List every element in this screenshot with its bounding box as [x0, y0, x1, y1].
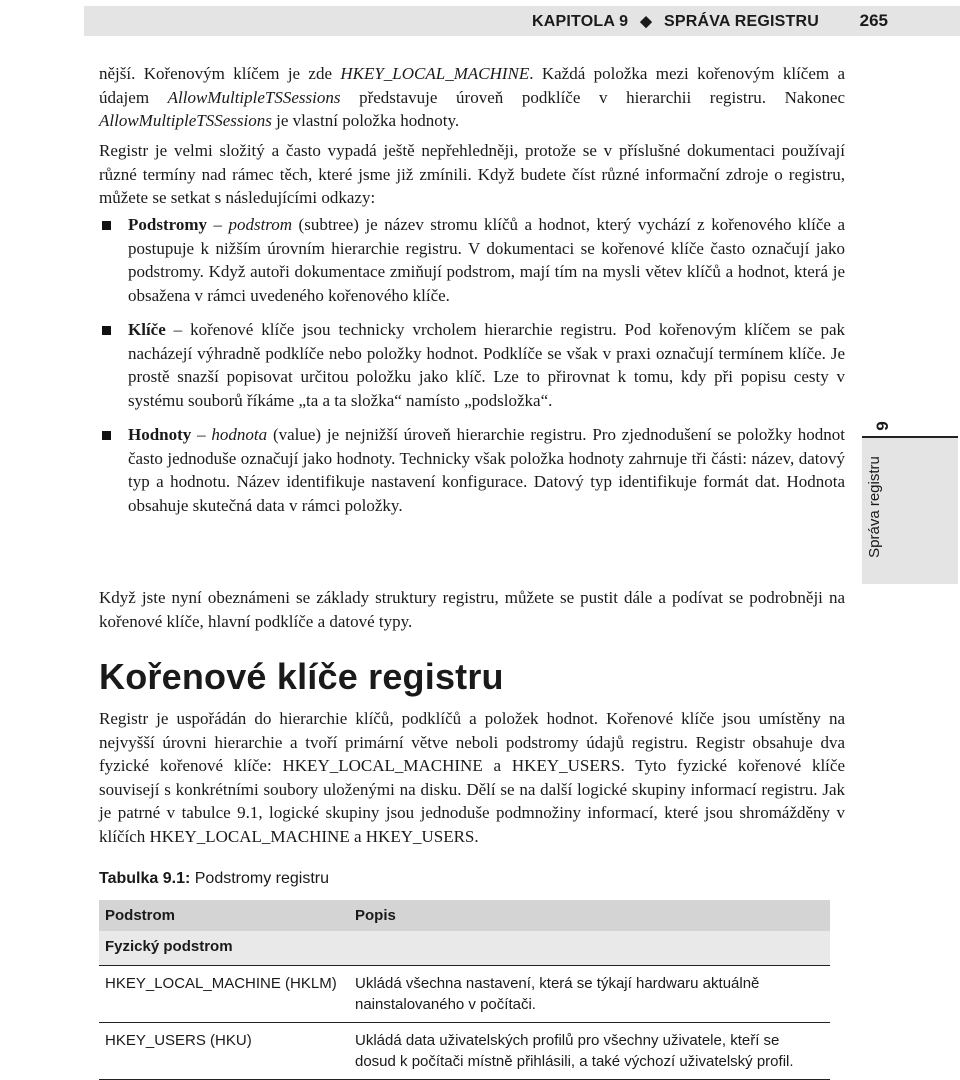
section-body: Registr je uspořádán do hierarchie klíčů, podklíčů a položek hodnot. Kořenové klíče jsou umístěny na nejvyšší úrovni hierarchie a tvoří primární větve neboli podstromy údajů registru. Registr obsahuje dva fyzické kořenové klíče: HKEY_LOCAL_MACHINE a HKEY_USERS. Tyto fyzické kořenové klíče souvisejí s konkrétními soubory uloženými na disku. Dělí se na další logické skupiny informací registru. Jak je patrné v tabulce 9.1, logické skupiny jsou jednoduše podmnožiny informací, které jsou shromážděny v klíčích HKEY_LOCAL_MACHINE a HKEY_USERS.: [99, 709, 845, 846]
italic-term: AllowMultipleTSSessions: [167, 87, 341, 107]
section-heading: Kořenové klíče registru: [99, 656, 504, 697]
list-item-italic-term: podstrom: [228, 215, 293, 234]
table-caption: [99, 870, 329, 888]
list-item-term: Podstromy: [128, 215, 208, 234]
intro-paragraph-1: [99, 62, 845, 133]
bullet-square-icon: [102, 326, 111, 335]
text-run: nější. Kořenovým klíčem je zde: [99, 64, 341, 83]
list-item-term: Hodnoty: [128, 425, 192, 444]
list-item-values: [128, 423, 845, 517]
column-header-subtree: Podstrom: [99, 900, 349, 931]
bullet-square-icon: [102, 221, 111, 230]
table-row: [99, 1023, 830, 1080]
intro-paragraph-2: Registr je velmi složitý a často vypadá ještě nepřehledněji, protože se v příslušné dokumentaci používají různé termíny nad rámec těch, které jsme již zmínili. Když budete číst různé informační zdroje o registru, můžete se setkat s následujícími odkazy:: [99, 141, 845, 207]
column-header-description: Popis: [349, 900, 830, 931]
group-label: Fyzický podstrom: [99, 931, 349, 966]
running-head-title: [532, 12, 819, 31]
list-item-dash: –: [207, 215, 229, 234]
thumb-tab-number: 9: [873, 421, 892, 431]
table-caption-label: Tabulka 9.1:: [99, 870, 191, 887]
bullet-square-icon: [102, 431, 111, 440]
list-item-dash: –: [165, 320, 191, 339]
italic-term: HKEY_LOCAL_MACHINE: [340, 64, 530, 83]
cell-subtree: HKEY_LOCAL_MACHINE (HKLM): [99, 966, 349, 1023]
text-run: . Každá položka mezi kořenovým klíčem a údajem: [99, 64, 846, 107]
list-item-subtrees: [128, 213, 845, 307]
table-group-row: [99, 931, 830, 966]
list-item-text: (value) je nejnižší úroveň hierarchie registru. Pro zjednodušení se položky hodnot často jednoduše označují jako hodnoty. Technicky však položka hodnoty zahrnuje tři části: název, datový typ a hodnotu. Název identifikuje nastavení konfigurace. Datový typ identifikuje formát dat. Hodnota obsahuje skutečná data v rámci položky.: [128, 425, 846, 515]
list-item-text: (subtree) je název stromu klíčů a hodnot, který vychází z kořenového klíče a postupuje k nižším úrovním hierarchie registru. V dokumentaci se kořenové klíče často označují jako podstromy. Když autoři dokumentace zmiňují podstrom, mají tím na mysli větev klíčů a hodnot, která je obsažena v rámci uvedeného kořenového klíče.: [128, 215, 845, 305]
chapter-label: KAPITOLA 9: [532, 13, 629, 30]
definition-list: [128, 213, 845, 528]
table-caption-text: Podstromy registru: [190, 870, 330, 887]
text-run: je vlastní položka hodnoty.: [271, 111, 460, 130]
transition-paragraph: Když jste nyní obeznámeni se základy struktury registru, můžete se pustit dále a podívat se podrobněji na kořenové klíče, hlavní podklíče a datové typy.: [99, 588, 845, 631]
group-empty-cell: [349, 931, 830, 966]
thumb-tab-label: Správa registru: [866, 456, 883, 558]
italic-term: AllowMultipleTSSessions: [99, 111, 272, 130]
list-item-dash: –: [191, 425, 212, 444]
cell-description: Ukládá data uživatelských profilů pro všechny uživatele, kteří se dosud k počítači místně přihlásili, a také výchozí uživatelský profil.: [349, 1023, 830, 1080]
list-item-text: kořenové klíče jsou technicky vrcholem hierarchie registru. Pod kořenovým klíčem se pak nacházejí výhradně podklíče nebo položky hodnot. Podklíče se však v praxi označují termínem klíče. Je prostě snazší popisovat určitou položku jako klíč. Lze to přirovnat k tomu, kdy při popisu cesty v systému souborů říkáme „ta a ta složka“ namísto „podsložka“.: [128, 320, 846, 410]
table-row: [99, 966, 830, 1023]
subtrees-table: [99, 900, 830, 1080]
list-item-italic-term: hodnota: [211, 425, 268, 444]
section-label: SPRÁVA REGISTRU: [663, 13, 819, 30]
cell-subtree: HKEY_USERS (HKU): [99, 1023, 349, 1080]
diamond-icon: ◆: [640, 13, 652, 30]
page-number: 265: [859, 11, 888, 30]
text-run: představuje úroveň podklíče v hierarchii registru. Nakonec: [340, 87, 845, 107]
list-item-keys: [128, 318, 845, 412]
running-head: [84, 6, 960, 36]
list-item-term: Klíče: [128, 320, 166, 339]
cell-description: Ukládá všechna nastavení, která se týkají hardwaru aktuálně nainstalovaného v počítači.: [349, 966, 830, 1023]
table-header-row: [99, 900, 830, 931]
